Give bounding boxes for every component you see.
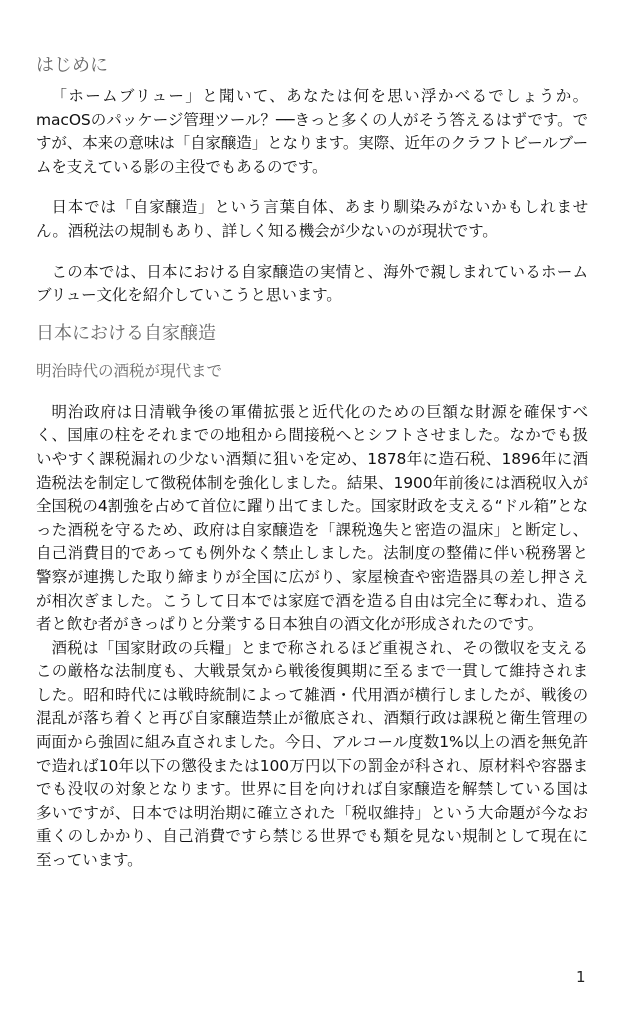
document-page bbox=[36, 54, 588, 873]
intro-paragraph-2: 日本では「自家醸造」という言葉自体、あまり馴染みがないかもしれません。酒税法の規制もあり、詳しく知る機会が少ないのが現状です。 bbox=[36, 198, 588, 240]
japan-paragraph-1: 明治政府は日清戦争後の軍備拡張と近代化のための巨額な財源を確保すべく、国庫の柱をそれまでの地租から間接税へとシフトさせました。なかでも扱いやすく課税漏れの少ない酒類に狙いを定め、1878年に造石税、1896年に酒造税法を制定して徴税体制を強化しました。結果、1900年前後には酒税収入が全国税の4割強を占めて首位に躍り出てました。国家財政を支える“ドル箱”となった酒税を守るため、政府は自家醸造を「課税逸失と密造の温床」と断定し、自己消費目的であっても例外なく禁止しました。法制度の整備に伴い税務署と警察が連携した取り締まりが全国に広がり、家屋検査や密造器具の差し押さえが相次ぎました。こうして日本では家庭で酒を造る自由は完全に奪われ、造る者と飲む者がきっぱりと分業する日本独自の酒文化が形成されたのです。 bbox=[36, 402, 588, 634]
section-spacer bbox=[36, 308, 588, 322]
paragraph-spacer bbox=[36, 244, 588, 261]
intro-paragraph-1: 「ホームブリュー」と聞いて、あなたは何を思い浮かべるでしょうか。macOSのパッケージ管理ツール？──きっと多くの人がそう答えるはずです。ですが、本来の意味は「自家醸造」となります。実際、近年のクラフトビールブームを支えている影の主役でもあるのです。 bbox=[36, 87, 588, 176]
page-number: 1 bbox=[576, 968, 586, 986]
japan-paragraph-2: 酒税は「国家財政の兵糧」とまで称されるほど重視され、その徴収を支えるこの厳格な法制度も、大戦景気から戦後復興期に至るまで一貫して維持されました。昭和時代には戦時統制によって雑酒・代用酒が横行しましたが、戦後の混乱が落ち着くと再び自家醸造禁止が徹底され、酒類行政は課税と衛生管理の両面から強固に組み直されました。今日、アルコール度数1%以上の酒を無免許で造れば10年以下の懲役または100万円以下の罰金が科され、原材料や容器までも没収の対象となります。世界に目を向ければ自家醸造を解禁している国は多いですが、日本では明治期に確立された「税収維持」という大命題が今なお重くのしかかり、自己消費ですら禁じる世界でも類を見ない規制として現在に至っています。 bbox=[36, 638, 588, 870]
section-heading-intro: はじめに bbox=[36, 55, 108, 76]
subsection-heading-meiji: 明治時代の酒税が現代まで bbox=[36, 361, 223, 380]
paragraph-spacer bbox=[36, 179, 588, 196]
intro-paragraph-3: この本では、日本における自家醸造の実情と、海外で親しまれているホームブリュー文化を紹介していこうと思います。 bbox=[36, 262, 588, 305]
section-heading-japan: 日本における自家醸造 bbox=[36, 322, 216, 344]
